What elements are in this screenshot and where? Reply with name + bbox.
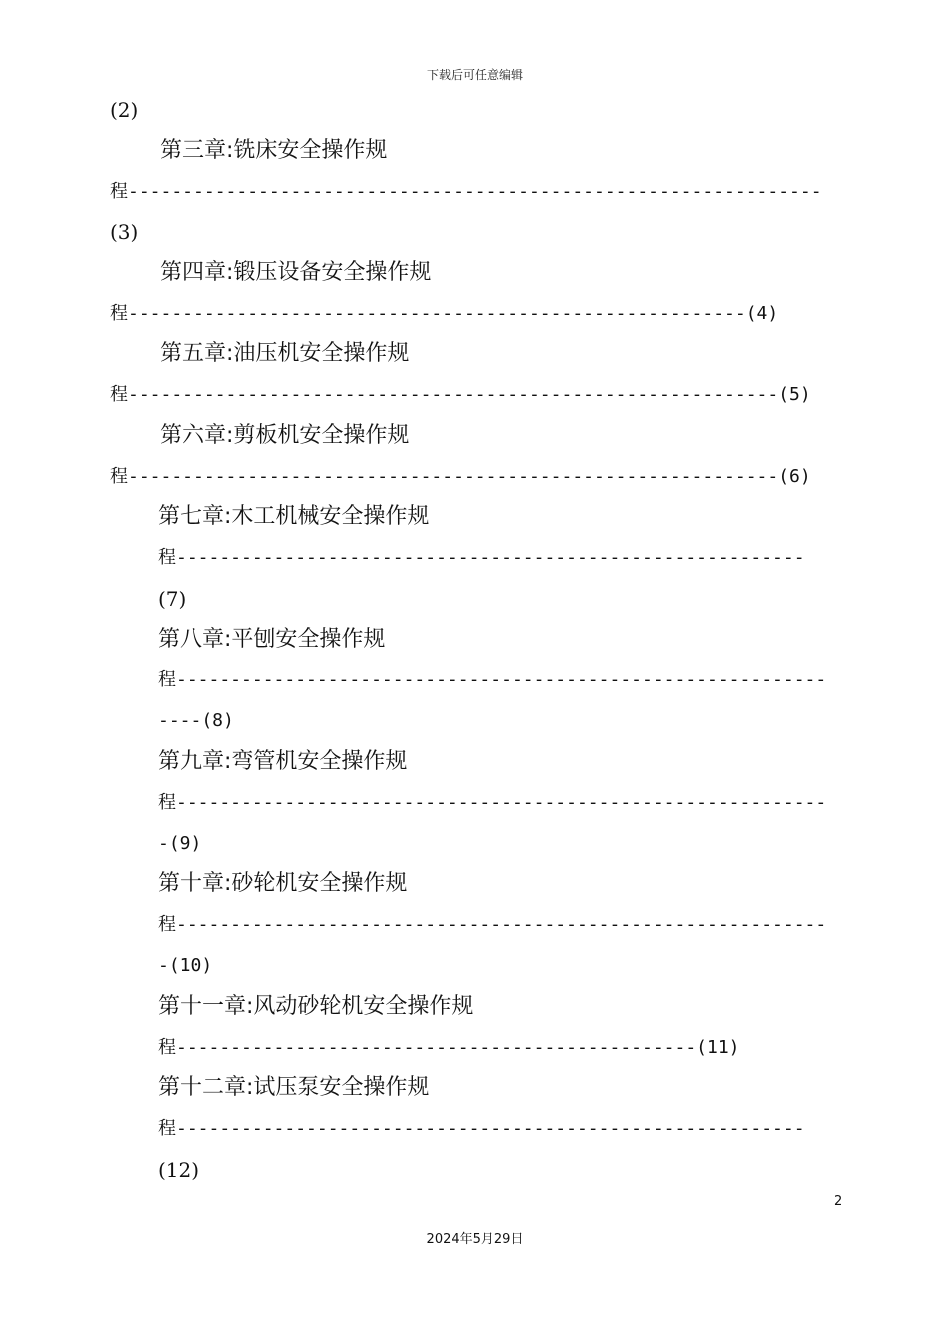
toc-line-17: 第九章:弯管机安全操作规 (158, 749, 408, 774)
page-number: 2 (834, 1194, 843, 1209)
toc-line-20: 第十章:砂轮机安全操作规 (158, 871, 408, 896)
page-footer-date: 2024年5月29日 (426, 1232, 524, 1247)
toc-line-19: -(9) (158, 833, 202, 854)
toc-line-22: -(10) (158, 955, 213, 976)
toc-line-13: (7) (158, 587, 187, 611)
toc-line-2: 第三章:铣床安全操作规 (160, 138, 388, 163)
toc-line-15: 程------------------------------------------------------------ (158, 669, 827, 690)
toc-line-1: (2) (110, 98, 139, 122)
toc-line-10: 程------------------------------------------------------------(6) (110, 466, 811, 487)
toc-line-3: 程---------------------------------------------------------------- (110, 181, 822, 202)
toc-line-16: ----(8) (158, 710, 234, 731)
toc-line-25: 第十二章:试压泵安全操作规 (158, 1075, 430, 1100)
toc-line-5: 第四章:锻压设备安全操作规 (160, 260, 432, 285)
toc-line-21: 程------------------------------------------------------------ (158, 914, 827, 935)
toc-line-24: 程------------------------------------------------(11) (158, 1037, 740, 1058)
toc-line-9: 第六章:剪板机安全操作规 (160, 423, 410, 448)
toc-line-23: 第十一章:风动砂轮机安全操作规 (158, 994, 474, 1019)
toc-line-6: 程---------------------------------------------------------(4) (110, 303, 779, 324)
toc-line-18: 程------------------------------------------------------------ (158, 792, 827, 813)
toc-line-7: 第五章:油压机安全操作规 (160, 341, 410, 366)
toc-line-4: (3) (110, 220, 139, 244)
toc-line-26: 程---------------------------------------------------------- (158, 1118, 805, 1139)
toc-line-27: (12) (158, 1158, 200, 1182)
toc-line-11: 第七章:木工机械安全操作规 (158, 504, 430, 529)
page-header: 下载后可任意编辑 (426, 68, 523, 82)
toc-line-8: 程------------------------------------------------------------(5) (110, 384, 811, 405)
toc-line-12: 程---------------------------------------------------------- (158, 547, 805, 568)
toc-line-14: 第八章:平刨安全操作规 (158, 627, 386, 652)
